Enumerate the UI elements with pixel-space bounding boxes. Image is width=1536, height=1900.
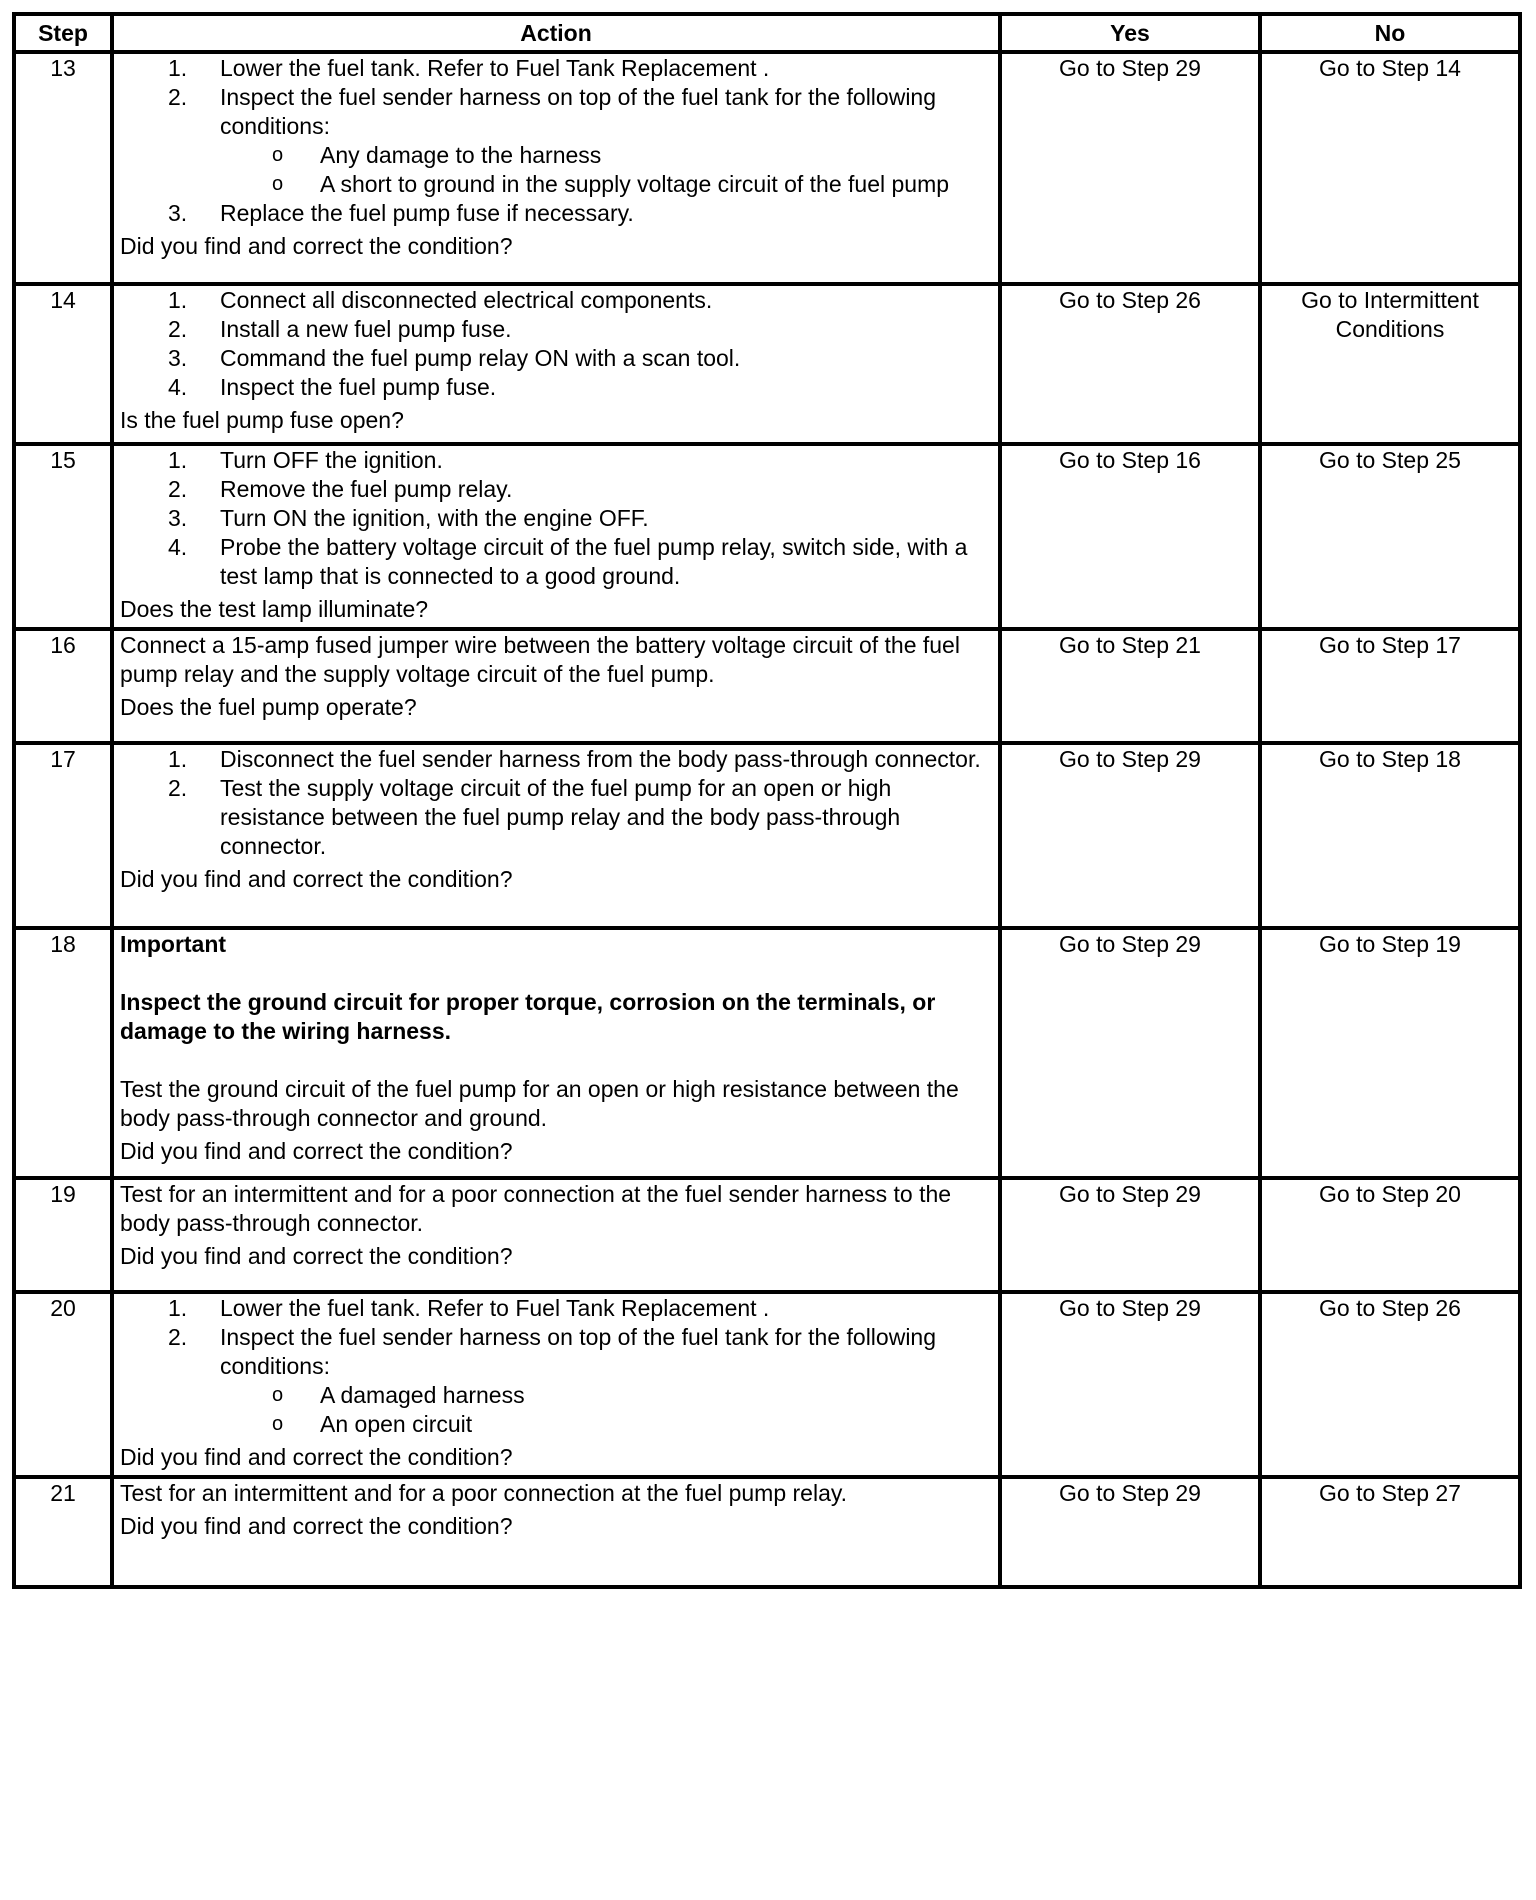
yes-result: Go to Step 29 xyxy=(1000,928,1260,1178)
table-row xyxy=(14,928,1520,1178)
table-row xyxy=(14,52,1520,284)
question-text: Does the fuel pump operate? xyxy=(120,694,417,720)
table-row xyxy=(14,1477,1520,1587)
header-action: Action xyxy=(112,14,1000,52)
yes-result: Go to Step 29 xyxy=(1000,1178,1260,1292)
sub-list-item: o Any damage to the harness xyxy=(272,142,602,168)
diagnostic-table xyxy=(12,12,1522,1589)
instruction-list xyxy=(120,446,992,591)
action-paragraph: Connect a 15-amp fused jumper wire between the battery voltage circuit of the fuel pump relay and the supply voltage circuit of the fuel pump. xyxy=(120,632,960,687)
instruction-list xyxy=(120,54,992,228)
table-row xyxy=(14,284,1520,444)
action-cell xyxy=(112,444,1000,629)
list-item: 2. Test the supply voltage circuit of the fuel pump for an open or high resistance between the fuel pump relay and the body pass-through connector. xyxy=(168,775,901,859)
step-number: 15 xyxy=(14,444,112,629)
step-number: 17 xyxy=(14,743,112,928)
action-cell xyxy=(112,1292,1000,1477)
action-cell xyxy=(112,52,1000,284)
instruction-list xyxy=(120,1294,992,1439)
question-text: Did you find and correct the condition? xyxy=(120,1444,513,1470)
step-number: 18 xyxy=(14,928,112,1178)
important-note: Inspect the ground circuit for proper torque, corrosion on the terminals, or damage to the wiring harness. xyxy=(120,989,936,1044)
action-cell xyxy=(112,1477,1000,1587)
list-item: 2. Inspect the fuel sender harness on top of the fuel tank for the following conditions: o Any damage to the harness o A short to ground in the supply voltage circuit of the fuel pump xyxy=(120,83,992,199)
list-item: 1. Disconnect the fuel sender harness from the body pass-through connector. xyxy=(168,746,981,772)
step-number: 20 xyxy=(14,1292,112,1477)
no-result: Go to Intermittent Conditions xyxy=(1260,284,1520,444)
table-row xyxy=(14,743,1520,928)
no-result: Go to Step 25 xyxy=(1260,444,1520,629)
sub-list-item: o A short to ground in the supply voltage circuit of the fuel pump xyxy=(272,171,950,197)
list-item: 4. Probe the battery voltage circuit of the fuel pump relay, switch side, with a test lamp that is connected to a good ground. xyxy=(168,534,968,589)
action-paragraph: Test for an intermittent and for a poor connection at the fuel sender harness to the body pass-through connector. xyxy=(120,1181,952,1236)
action-cell xyxy=(112,743,1000,928)
yes-result: Go to Step 26 xyxy=(1000,284,1260,444)
no-result: Go to Step 17 xyxy=(1260,629,1520,743)
list-item: 3. Command the fuel pump relay ON with a scan tool. xyxy=(168,345,741,371)
list-item: 1. Turn OFF the ignition. xyxy=(168,447,443,473)
no-result: Go to Step 26 xyxy=(1260,1292,1520,1477)
important-label: Important xyxy=(120,931,227,957)
table-row xyxy=(14,629,1520,743)
list-item: 4. Inspect the fuel pump fuse. xyxy=(168,374,497,400)
header-yes: Yes xyxy=(1000,14,1260,52)
list-item: 3. Turn ON the ignition, with the engine OFF. xyxy=(168,505,649,531)
list-item: 1. Lower the fuel tank. Refer to Fuel Tank Replacement . xyxy=(168,55,770,81)
action-paragraph: Test for an intermittent and for a poor connection at the fuel pump relay. xyxy=(120,1480,848,1506)
no-result: Go to Step 27 xyxy=(1260,1477,1520,1587)
list-item: 2. Inspect the fuel sender harness on top of the fuel tank for the following conditions: o A damaged harness o An open circuit xyxy=(120,1323,992,1439)
no-result: Go to Step 14 xyxy=(1260,52,1520,284)
instruction-list xyxy=(120,286,992,402)
list-item: 1. Connect all disconnected electrical components. xyxy=(168,287,713,313)
question-text: Did you find and correct the condition? xyxy=(120,1138,513,1164)
table-row xyxy=(14,1292,1520,1477)
table-row xyxy=(14,1178,1520,1292)
question-text: Did you find and correct the condition? xyxy=(120,1243,513,1269)
yes-result: Go to Step 29 xyxy=(1000,743,1260,928)
question-text: Did you find and correct the condition? xyxy=(120,866,513,892)
header-step: Step xyxy=(14,14,112,52)
action-cell xyxy=(112,284,1000,444)
question-text: Is the fuel pump fuse open? xyxy=(120,407,404,433)
yes-result: Go to Step 16 xyxy=(1000,444,1260,629)
step-number: 14 xyxy=(14,284,112,444)
yes-result: Go to Step 21 xyxy=(1000,629,1260,743)
no-result: Go to Step 18 xyxy=(1260,743,1520,928)
yes-result: Go to Step 29 xyxy=(1000,52,1260,284)
action-cell xyxy=(112,629,1000,743)
yes-result: Go to Step 29 xyxy=(1000,1292,1260,1477)
header-row xyxy=(14,14,1520,52)
action-paragraph: Test the ground circuit of the fuel pump for an open or high resistance between the body pass-through connector and ground. xyxy=(120,1076,959,1131)
instruction-list xyxy=(120,745,992,861)
no-result: Go to Step 19 xyxy=(1260,928,1520,1178)
action-cell xyxy=(112,1178,1000,1292)
list-item: 2. Install a new fuel pump fuse. xyxy=(168,316,512,342)
sub-list-item: o An open circuit xyxy=(272,1411,473,1437)
sub-list-item: o A damaged harness xyxy=(272,1382,525,1408)
header-no: No xyxy=(1260,14,1520,52)
step-number: 19 xyxy=(14,1178,112,1292)
yes-result: Go to Step 29 xyxy=(1000,1477,1260,1587)
list-item: 1. Lower the fuel tank. Refer to Fuel Tank Replacement . xyxy=(168,1295,770,1321)
list-item: 2. Remove the fuel pump relay. xyxy=(168,476,513,502)
step-number: 21 xyxy=(14,1477,112,1587)
list-item: 3. Replace the fuel pump fuse if necessary. xyxy=(168,200,634,226)
step-number: 16 xyxy=(14,629,112,743)
step-number: 13 xyxy=(14,52,112,284)
table-row xyxy=(14,444,1520,629)
question-text: Did you find and correct the condition? xyxy=(120,233,513,259)
action-cell xyxy=(112,928,1000,1178)
question-text: Did you find and correct the condition? xyxy=(120,1513,513,1539)
question-text: Does the test lamp illuminate? xyxy=(120,596,429,622)
sub-list xyxy=(220,1381,992,1439)
sub-list xyxy=(220,141,992,199)
no-result: Go to Step 20 xyxy=(1260,1178,1520,1292)
